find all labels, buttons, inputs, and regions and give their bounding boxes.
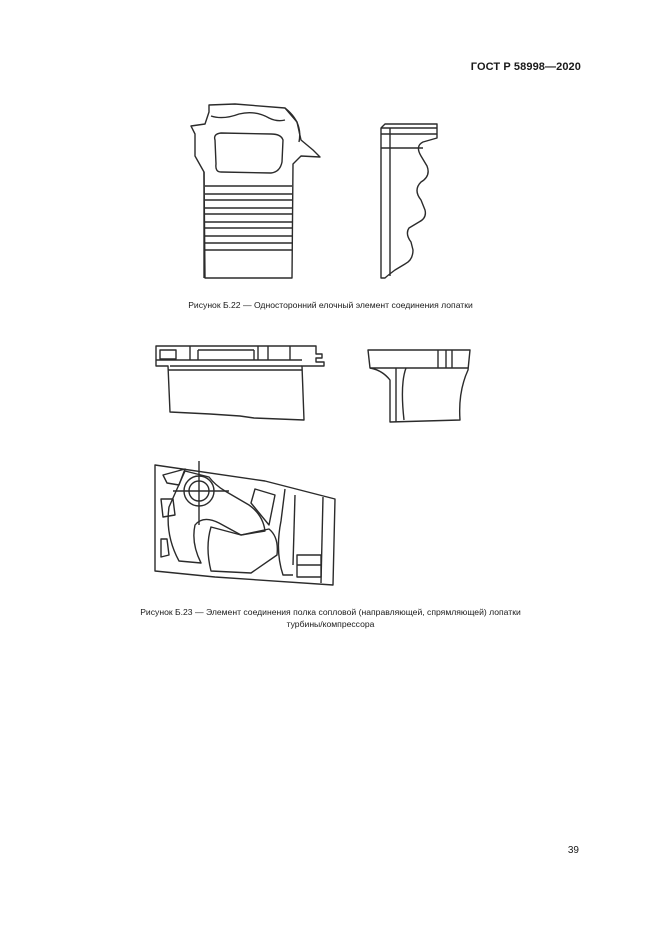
figure-b23-side-view xyxy=(360,340,480,425)
figure-b23-caption-line-2: турбины/компрессора xyxy=(286,619,375,629)
page-number: 39 xyxy=(567,845,579,856)
figure-b22-front-view xyxy=(185,100,325,285)
figure-b22-side-view xyxy=(375,100,450,285)
document-header-standard-id: ГОСТ Р 58998—2020 xyxy=(470,61,581,73)
figure-b22-caption: Рисунок Б.22 — Односторонний елочный элемент соединения лопатки xyxy=(188,300,473,310)
figure-b23-caption-line-1: Рисунок Б.23 — Элемент соединения полка сопловой (направляющей, спрямляющей) лопатки xyxy=(140,607,521,617)
figure-b23-section-view xyxy=(145,455,345,595)
figure-b23-front-view xyxy=(150,340,330,425)
figure-b23-caption xyxy=(0,606,661,630)
